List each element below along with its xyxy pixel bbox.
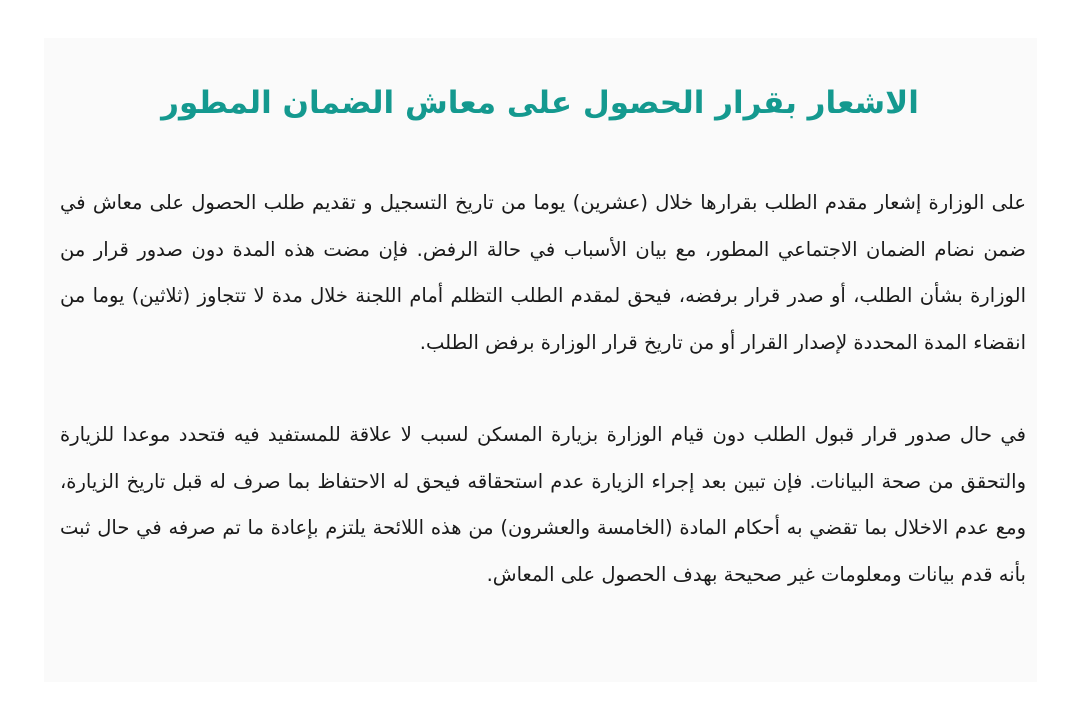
document-title: الاشعار بقرار الحصول على معاش الضمان المطور bbox=[161, 85, 919, 121]
paragraph-visit-verification: في حال صدور قرار قبول الطلب دون قيام الوزارة بزيارة المسكن لسبب لا علاقة للمستفيد فيه فتحدد موعدا للزيارة والتحقق من صحة البيانات. فإن تبين بعد إجراء الزيارة عدم استحقاقه فيحق له الاحتفاظ بما صرف له قبل تاريخ الزيارة، ومع عدم الاخلال بما تقضي به أحكام المادة (الخامسة والعشرون) من هذه اللائحة يلتزم بإعادة ما تم صرفه في حال ثبت بأنه قدم بيانات ومعلومات غير صحيحة بهدف الحصول على المعاش. bbox=[60, 423, 1026, 586]
paragraph-notification-decision: على الوزارة إشعار مقدم الطلب بقرارها خلال (عشرين) يوما من تاريخ التسجيل و تقديم طلب الحصول على معاش في ضمن نضام الضمان الاجتماعي المطور، مع بيان الأسباب في حالة الرفض. فإن مضت هذه المدة دون صدور قرار من الوزارة بشأن الطلب، أو صدر قرار برفضه، فيحق لمقدم الطلب التظلم أمام اللجنة خلال مدة لا تتجاوز (ثلاثين) يوما من انقضاء المدة المحددة لإصدار القرار أو من تاريخ قرار الوزارة برفض الطلب. bbox=[60, 191, 1026, 354]
